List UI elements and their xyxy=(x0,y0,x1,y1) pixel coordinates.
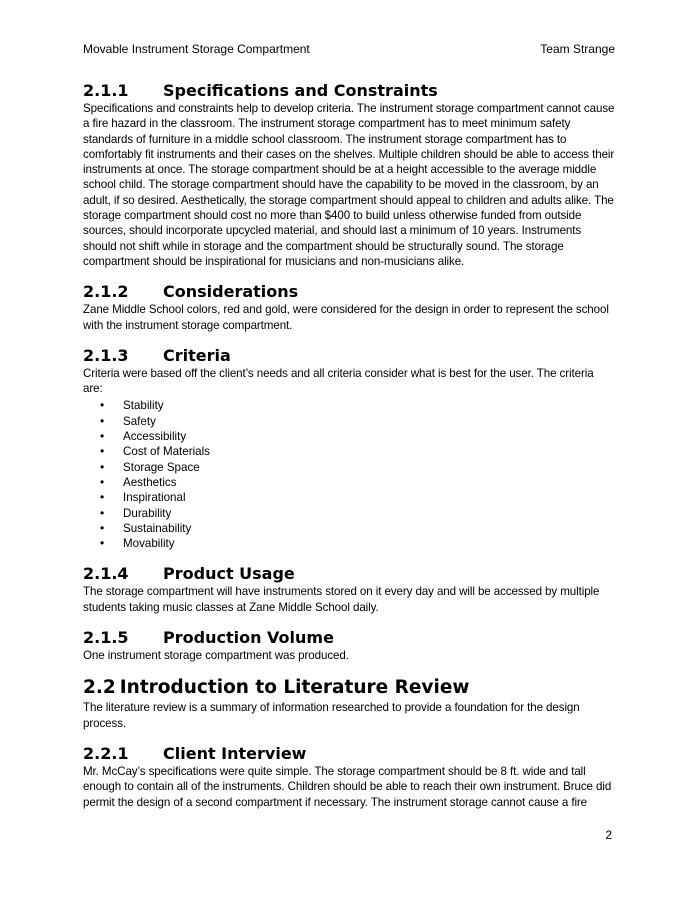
list-item: • Storage Space xyxy=(83,460,615,475)
page-content xyxy=(83,81,615,810)
section-title: Introduction to Literature Review xyxy=(119,677,470,699)
section-paragraph: Mr. McCay’s specifications were quite simple. The storage compartment should be 8 ft. wide and tall enough to contain all of the instruments. Children should be able to reach their own instrument. Bruce did permit the design of a second compartment if necessary. The instrument storage cannot cause a fire xyxy=(83,764,612,809)
section-heading xyxy=(83,744,615,764)
section-title: Considerations xyxy=(163,282,299,302)
page-header xyxy=(83,41,615,57)
section-heading xyxy=(83,81,615,101)
section-number: 2.1.2 xyxy=(83,282,129,302)
page-number: 2 xyxy=(605,828,612,842)
section-product-usage xyxy=(83,564,615,615)
section-number: 2.2.1 xyxy=(83,743,129,763)
section-paragraph: Criteria were based off the client’s needs and all criteria consider what is best for the user. The criteria are: xyxy=(83,366,594,396)
section-production-volume xyxy=(83,628,615,663)
header-team-name: Team Strange xyxy=(540,42,615,56)
section-title: Product Usage xyxy=(163,564,295,584)
section-paragraph: Specifications and constraints help to develop criteria. The instrument storage compartment cannot cause a fire hazard in the classroom. The instrument storage compartment has to meet minimum safety standards of furniture in a middle school classroom. The instrument storage compartment has to comfortably fit instruments and their cases on the shelves. Multiple children should be able to access their instruments at once. The storage compartment should be at a height accessible to the average middle school child. The storage compartment should have the capability to be moved in the classroom, by an adult, if so desired. Aesthetically, the storage compartment should appeal to children and adults alike. The storage compartment should cost no more than $400 to build unless otherwise funded from outside sources, should incorporate upcycled material, and should last a minimum of 10 years. Instruments should not shift while in storage and the compartment should be structurally sound. The storage compartment should be inspirational for musicians and non-musicians alike. xyxy=(83,102,615,268)
section-title: Production Volume xyxy=(163,628,334,648)
section-number: 2.1.5 xyxy=(83,628,129,648)
list-item: • Stability xyxy=(83,398,615,413)
section-paragraph: The literature review is a summary of information researched to provide a foundation for the design process. xyxy=(83,701,580,730)
section-number: 2.2 xyxy=(83,677,116,699)
section-client-interview xyxy=(83,744,615,810)
section-heading xyxy=(83,346,615,366)
list-item: • Durability xyxy=(83,506,615,521)
section-paragraph: The storage compartment will have instruments stored on it every day and will be accessed by multiple students taking music classes at Zane Middle School daily. xyxy=(83,585,600,614)
section-number: 2.1.3 xyxy=(83,345,129,365)
section-considerations xyxy=(83,282,615,333)
section-heading xyxy=(83,282,615,302)
header-document-title: Movable Instrument Storage Compartment xyxy=(83,42,310,56)
criteria-list xyxy=(83,398,615,551)
section-literature-review xyxy=(83,676,615,731)
chapter-heading xyxy=(83,676,615,700)
section-heading xyxy=(83,564,615,584)
list-item: • Aesthetics xyxy=(83,475,615,490)
section-specifications xyxy=(83,81,615,269)
list-item: • Accessibility xyxy=(83,429,615,444)
section-title: Client Interview xyxy=(163,743,307,763)
list-item: • Safety xyxy=(83,414,615,429)
section-title: Specifications and Constraints xyxy=(163,81,438,100)
list-item: • Inspirational xyxy=(83,490,615,505)
section-number: 2.1.4 xyxy=(83,564,129,584)
section-heading xyxy=(83,628,615,648)
section-criteria xyxy=(83,346,615,552)
section-paragraph: One instrument storage compartment was produced. xyxy=(83,649,349,663)
list-item: • Sustainability xyxy=(83,521,615,536)
list-item: • Movability xyxy=(83,536,615,551)
section-title: Criteria xyxy=(163,345,231,365)
section-paragraph: Zane Middle School colors, red and gold, were considered for the design in order to represent the school with the instrument storage compartment. xyxy=(83,303,609,332)
list-item: • Cost of Materials xyxy=(83,444,615,459)
section-number: 2.1.1 xyxy=(83,81,129,100)
